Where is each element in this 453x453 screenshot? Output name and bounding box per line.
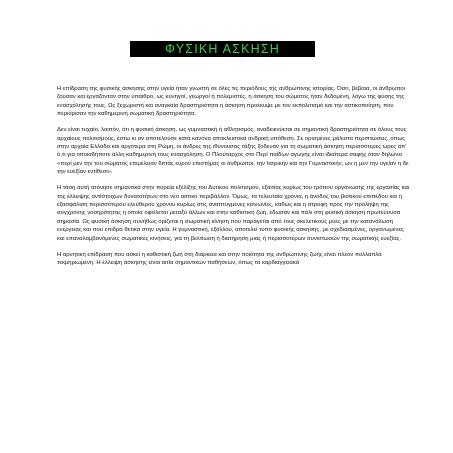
document-body <box>57 85 412 275</box>
paragraph: Δεν είναι τυχαίο, λοιπόν, ότι η φυσική άσκηση, ως γυμναστική ή αθλητισμός, αναδεικνύεται σε σημαντική δραστηριότητα σε όλους τους αρχαίους πολιτισμούς, έστω κι αν αποτελούσε κατά κανόνα αποκλειστικά ανδρική υπόθεση. Σε ορισμένες μάλιστα περιπτώσεις, όπως στην αρχαία Ελλάδα και αργότερα στη Ρώμη, οι άνδρες της ιθύνουσας τάξης ξόδευαν για τη σωματική άσκηση περισσότερες ώρες απ' ό,τι για οποιαδήποτε άλλη καθημερινή τους ενασχόληση. Ο Πλούταρχος στο Περί παίδων αγωγής είναι ιδιαίτερα σαφής όταν δηλώνει «περί μεν την του σώματος επιμέλειαν διττάς εύρον επιστήμας οι άνθρωποι, την Ιατρικήν και την Γυμναστικήν, ων η μεν την υγείαν η δε την ευεξίαν εντίθεσι». <box>57 127 409 176</box>
paragraph: Η επίδραση της φυσικής άσκησης στην υγεία ήταν γνωστή σε όλες τις περιόδους της ανθρώπινης ιστορίας. Όσο, βέβαια, οι άνθρωποι ζούσαν και εργάζονταν στην ύπαιθρο, ως κυνηγοί, γεωργοί ή πολεμιστές, η άσκηση του σώματος ήταν δεδομένη, λόγω της φύσης της ενασχόλησής τους. Ως ξεχωριστή και αναγκαία δραστηριότητα η άσκηση προέκυψε με τον εκπολιτισμό και την αστικοποίηση, που περιόρισαν την καθημερινή σωματική δραστηριότητα. <box>57 86 405 118</box>
title-banner <box>130 41 315 57</box>
paragraph: Η αρνητική επίδραση που ασκεί η καθιστική ζωή στη διάρκεια και στην ποιότητα της ανθρώπινης ζωής είναι πλέον πολλαπλά τεκμηριωμένη. Η έλλειψη άσκησης είναι αιτία σημαντικών παθήσεων, όπως τα καρδιαγγειακά <box>57 251 382 267</box>
document-title: ΦΥΣΙΚΗ ΑΣΚΗΣΗ <box>164 42 281 56</box>
paragraph: Η τάση αυτή ατόνησε σημαντικά στην πορεία εξέλιξης του Δυτικού πολιτισμού, εξαιτίας κυρίως του τρόπου οργάνωσης της εργασίας και της έλλειψης αντίστοιχων δυνατοτήτων στο νέο αστικό περιβάλλον. Όμως, τα τελευταία χρόνια, η άνοδος του βιοτικού επιπέδου και η εξασφάλιση περισσότερου ελεύθερου χρόνου κυρίως στις αναπτυγμένες κοινωνίες, καθώς και η στροφή προς την πρόληψη της σύγχρονης νοσηρότητας η οποία οφείλεται μεταξύ άλλων και στην καθιστική ζωή, έδωσαν και πάλι στη φυσική άσκηση πρωτεύουσα σημασία. Ως φυσική άσκηση συνήθως ορίζεται η σωματική κίνηση που παράγεται από τους σκελετικούς μύες με την κατανάλωση ενέργειας και που επιδρά θετικά στην υγεία. Η γυμναστική, εξάλλου, αποτελεί τύπο φυσικής άσκησης, με σχεδιασμένες, οργανωμένες και επαναλαμβανόμενες σωματικές κινήσεις, για τη βελτίωση ή διατήρηση μιας ή περισσοτέρων συνιστωσών της σωματικής ευεξίας. <box>57 185 410 242</box>
